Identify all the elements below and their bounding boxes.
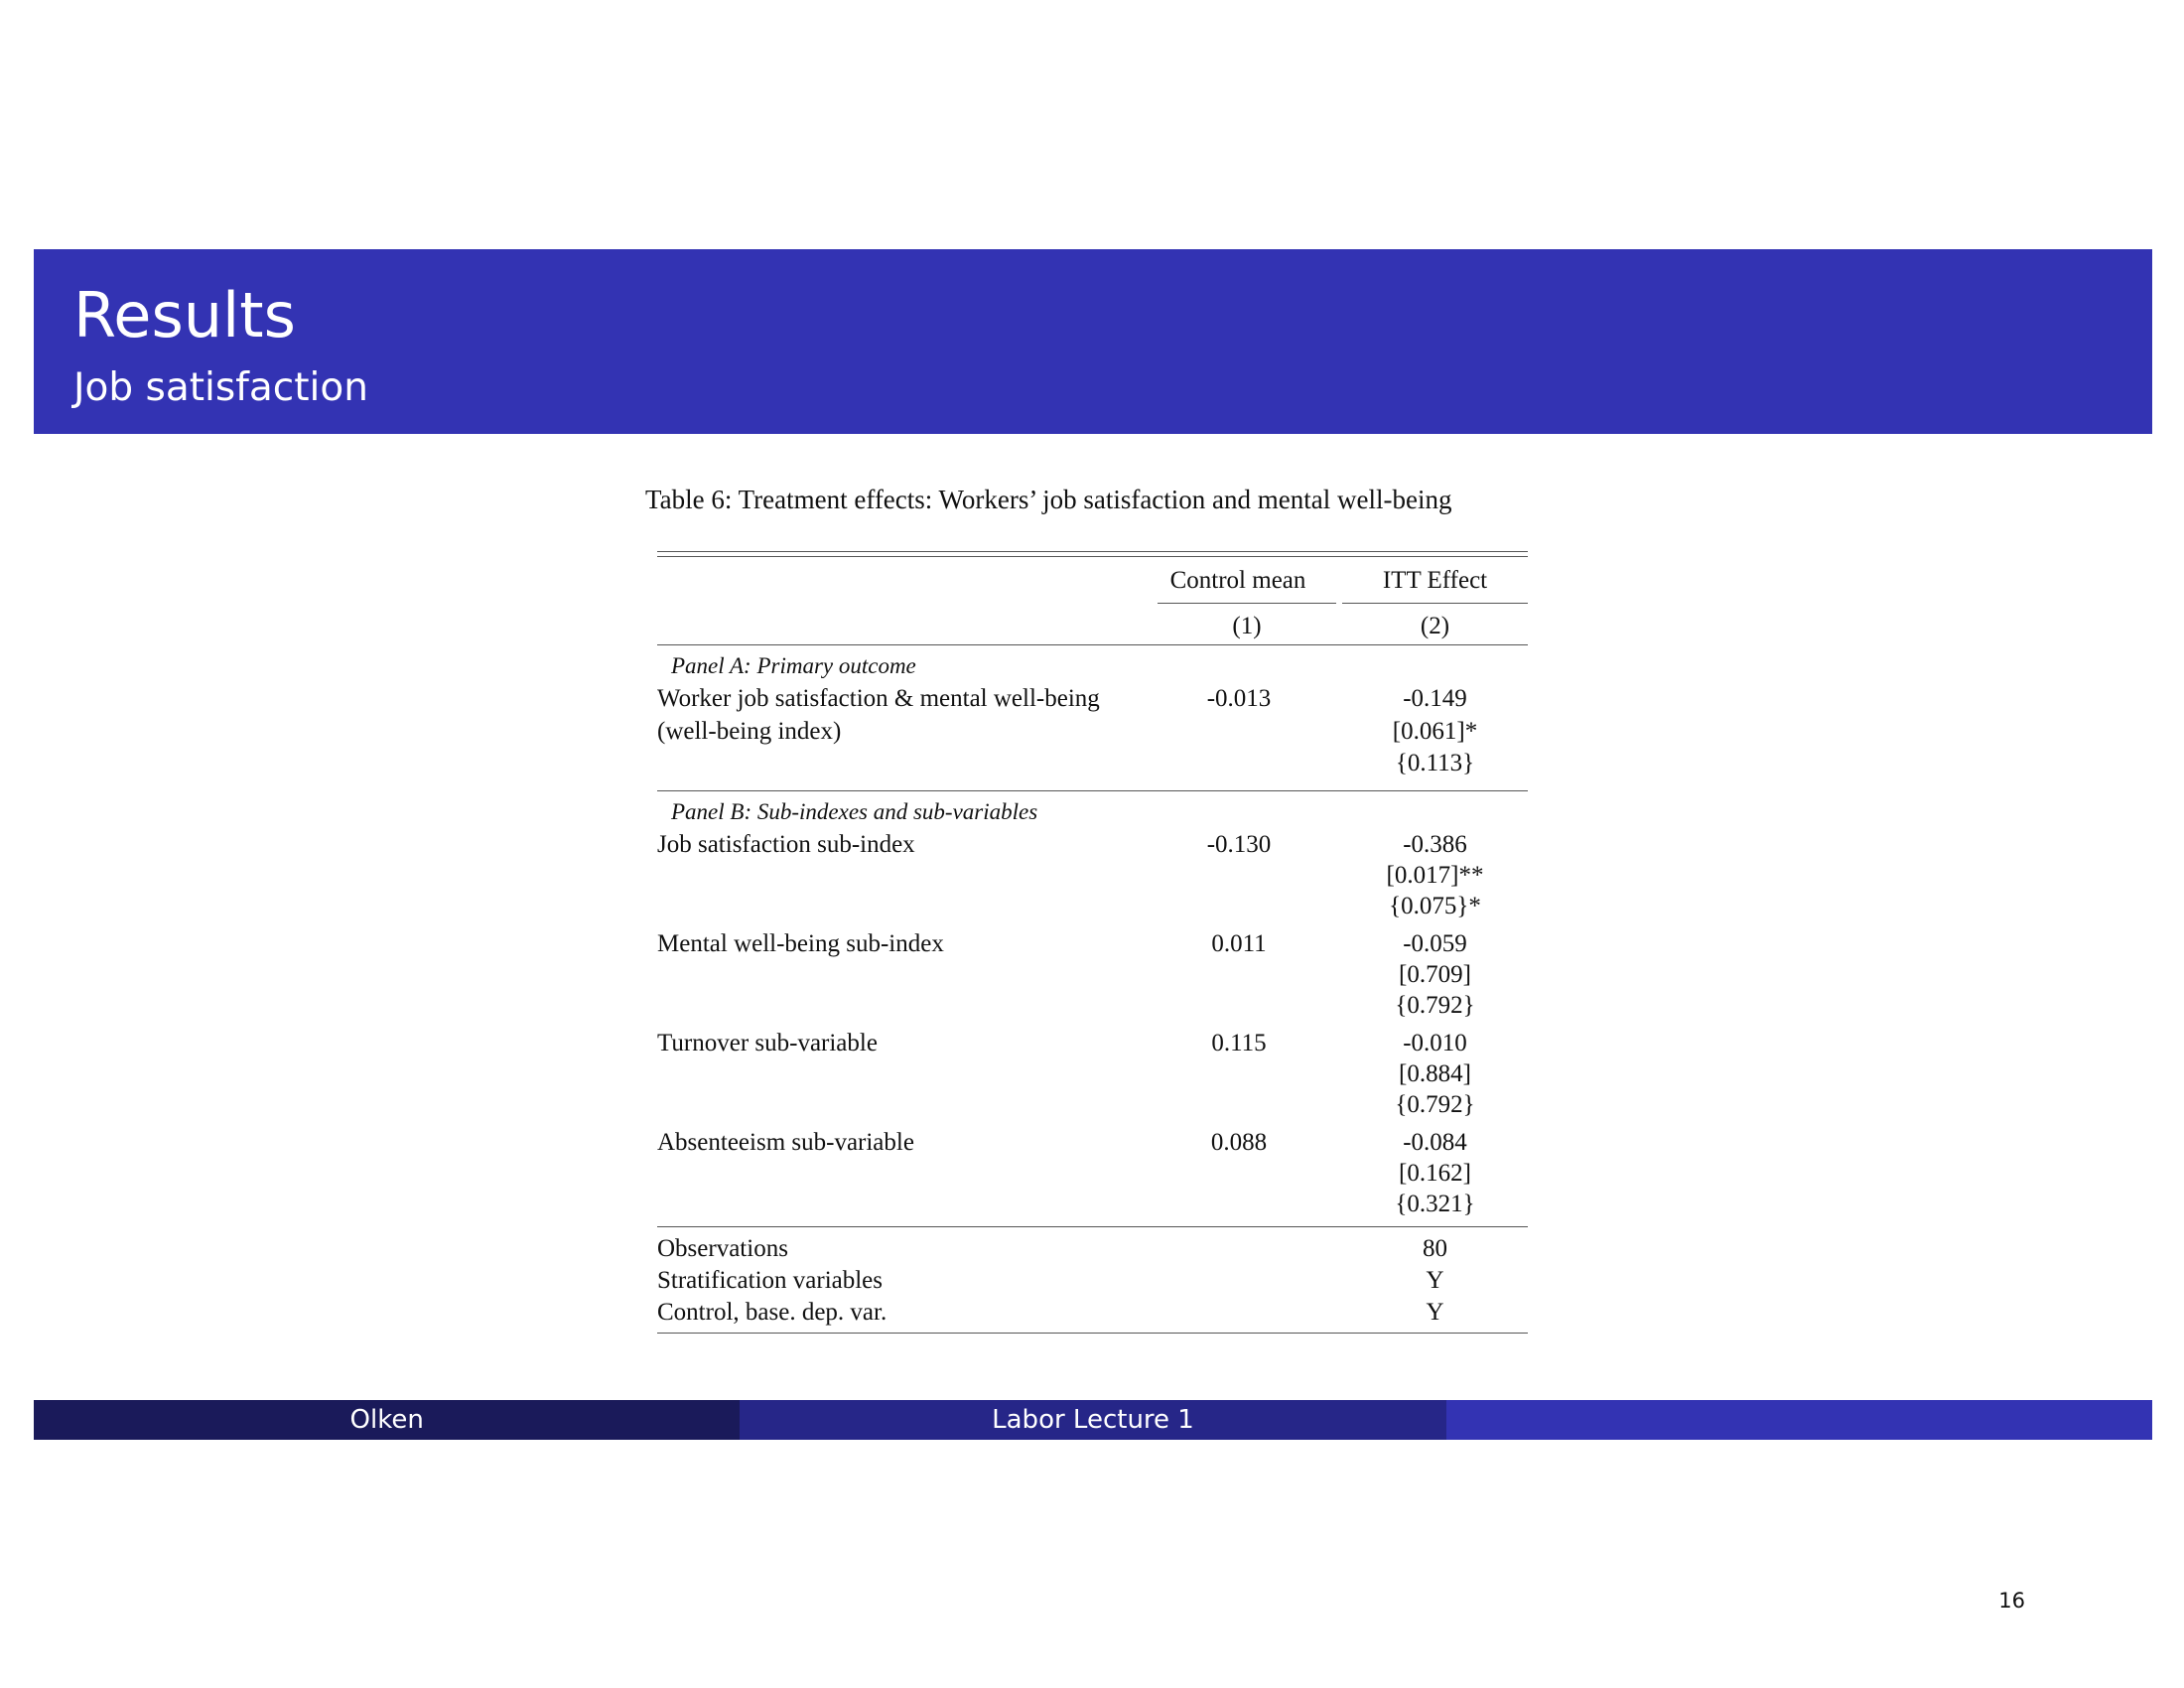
row-label: Observations xyxy=(657,1235,788,1262)
table-row xyxy=(657,1235,1528,1267)
table-row xyxy=(657,928,1528,1028)
footer-value: 80 xyxy=(1423,1235,1447,1262)
footer-lecture: Labor Lecture 1 xyxy=(740,1400,1445,1440)
row-label: Control, base. dep. var. xyxy=(657,1299,887,1326)
control-mean-value: 0.115 xyxy=(1211,1030,1267,1056)
itt-adjusted-pvalue: {0.075}* xyxy=(1389,893,1481,919)
itt-pvalue: [0.884] xyxy=(1399,1060,1471,1087)
itt-estimate: -0.084 xyxy=(1403,1129,1467,1156)
bottom-panel-rule xyxy=(657,1226,1528,1227)
col-header-underline-1 xyxy=(1158,603,1336,604)
table-bottom-rule xyxy=(657,1333,1528,1334)
itt-adjusted-pvalue: {0.113} xyxy=(1395,750,1475,776)
footer-value: Y xyxy=(1426,1267,1444,1294)
itt-pvalue: [0.162] xyxy=(1399,1160,1471,1187)
control-mean-value: -0.013 xyxy=(1206,685,1272,712)
slide-title: Results xyxy=(73,279,296,352)
footer-author: Olken xyxy=(34,1400,740,1440)
itt-pvalue: [0.061]* xyxy=(1392,718,1478,745)
footer-blank xyxy=(1446,1400,2152,1440)
panel-a-title xyxy=(657,645,1528,683)
table-row xyxy=(657,1127,1528,1226)
table-row xyxy=(657,829,1528,928)
table-row xyxy=(657,1028,1528,1127)
col-header-control-mean: Control mean xyxy=(1169,567,1306,594)
table-caption: Table 6: Treatment effects: Workers’ job satisfaction and mental well-being xyxy=(645,485,1452,514)
col-number-2: (2) xyxy=(1420,613,1450,639)
itt-adjusted-pvalue: {0.792} xyxy=(1395,1091,1475,1118)
row-label: Worker job satisfaction & mental well-being xyxy=(657,685,1100,712)
itt-adjusted-pvalue: {0.792} xyxy=(1395,992,1475,1019)
results-table xyxy=(657,551,1528,1334)
col-number-1: (1) xyxy=(1232,613,1262,639)
itt-pvalue: [0.709] xyxy=(1399,961,1471,988)
table-row xyxy=(657,1267,1528,1299)
table-row xyxy=(657,683,1528,790)
slide-header xyxy=(34,249,2152,434)
page-number: 16 xyxy=(1998,1589,2025,1613)
itt-estimate: -0.010 xyxy=(1403,1030,1467,1056)
itt-estimate: -0.386 xyxy=(1403,831,1467,858)
panel-b-title xyxy=(657,791,1528,829)
itt-estimate: -0.149 xyxy=(1403,685,1467,712)
slide-footer xyxy=(34,1400,2152,1440)
row-label: Stratification variables xyxy=(657,1267,884,1294)
row-label: Mental well-being sub-index xyxy=(657,930,944,957)
itt-estimate: -0.059 xyxy=(1403,930,1467,957)
row-label: Job satisfaction sub-index xyxy=(657,831,915,858)
column-header xyxy=(657,557,1528,644)
itt-adjusted-pvalue: {0.321} xyxy=(1395,1191,1475,1217)
col-header-underline-2 xyxy=(1342,603,1528,604)
panel-b-title-text: Panel B: Sub-indexes and sub-variables xyxy=(671,799,1038,824)
control-mean-value: 0.011 xyxy=(1211,930,1267,957)
row-label: Absenteeism sub-variable xyxy=(657,1129,914,1156)
col-header-itt-effect: ITT Effect xyxy=(1382,567,1488,594)
itt-pvalue: [0.017]** xyxy=(1386,862,1484,889)
panel-a-title-text: Panel A: Primary outcome xyxy=(671,653,916,678)
control-mean-value: -0.130 xyxy=(1206,831,1272,858)
row-label-line2: (well-being index) xyxy=(657,718,842,745)
control-mean-value: 0.088 xyxy=(1210,1129,1268,1156)
footer-value: Y xyxy=(1426,1299,1444,1326)
table-row xyxy=(657,1299,1528,1333)
row-label: Turnover sub-variable xyxy=(657,1030,878,1056)
slide-subtitle: Job satisfaction xyxy=(73,365,368,410)
